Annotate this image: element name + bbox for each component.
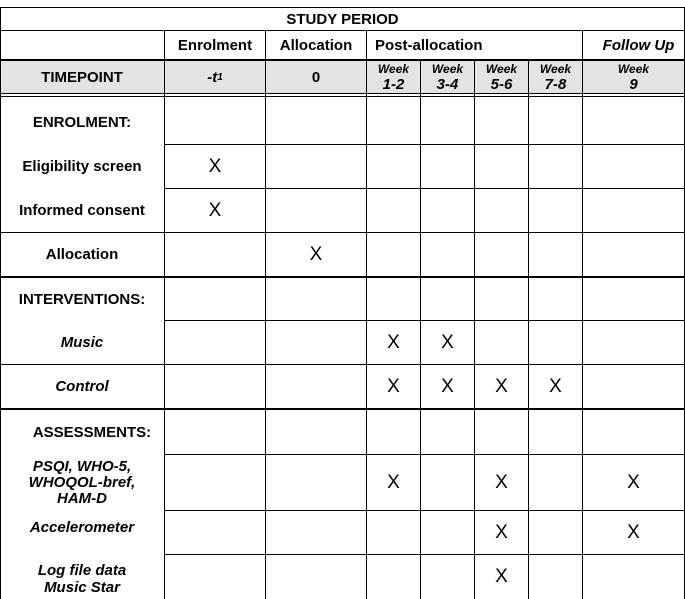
timepoint-week-9: [583, 61, 684, 93]
mark-eligibility-enrolment: X: [208, 155, 222, 177]
rule: [366, 30, 367, 599]
row-questionnaires-line: HAM-D: [57, 489, 107, 507]
timepoint-enrolment-value: -t: [207, 68, 218, 86]
phase-post-allocation: Post-allocation: [375, 36, 483, 54]
section-interventions: INTERVENTIONS:: [18, 290, 146, 308]
timepoint-week-1-2: [367, 61, 420, 93]
timepoint-label: TIMEPOINT: [41, 68, 123, 86]
week-word: Week: [617, 62, 650, 76]
mark-control-week-3-4: X: [441, 375, 454, 397]
mark-logfile-week-5-6: X: [495, 566, 508, 587]
row-informed-consent: Informed consent: [19, 202, 145, 219]
row-log-file-line: Log file data: [37, 562, 127, 579]
mark-questionnaires-week-5-6: X: [495, 471, 508, 493]
week-number: 9: [629, 76, 638, 93]
phase-enrolment: Enrolment: [177, 36, 253, 54]
rule: [165, 554, 685, 555]
timepoint-week-7-8: [529, 61, 582, 93]
mark-questionnaires-week-9: X: [627, 471, 640, 493]
mark-questionnaires-week-1-2: X: [387, 471, 400, 493]
row-accelerometer: Accelerometer: [29, 518, 135, 536]
row-eligibility-screen: Eligibility screen: [22, 158, 142, 175]
row-questionnaires-line: WHOQOL-bref,: [28, 473, 136, 491]
week-number: 5-6: [490, 76, 513, 93]
mark-allocation-allocation: X: [309, 243, 323, 265]
week-word: Week: [431, 62, 464, 76]
week-number: 1-2: [382, 76, 405, 93]
timepoint-allocation: 0: [311, 68, 321, 86]
mark-control-week-5-6: X: [495, 375, 508, 397]
study-period-heading: STUDY PERIOD: [286, 11, 399, 28]
mark-control-week-1-2: X: [387, 375, 400, 397]
mark-consent-enrolment: X: [208, 199, 222, 221]
week-number: 7-8: [544, 76, 567, 93]
rule: [528, 61, 529, 599]
timepoint-enrolment-subscript: 1: [217, 71, 223, 83]
section-assessments: ASSESSMENTS:: [32, 423, 152, 441]
row-music: Music: [60, 334, 104, 351]
timepoint-enrolment: [165, 61, 265, 93]
mark-music-week-3-4: X: [441, 331, 454, 353]
phase-allocation: Allocation: [279, 36, 353, 54]
mark-music-week-1-2: X: [387, 331, 400, 353]
phase-follow-up: Follow Up: [602, 36, 675, 54]
timepoint-week-5-6: [475, 61, 528, 93]
row-log-file-data: [0, 560, 164, 598]
week-word: Week: [377, 62, 410, 76]
week-number: 3-4: [436, 76, 459, 93]
week-word: Week: [539, 62, 572, 76]
row-questionnaires-line: PSQI, WHO-5,: [32, 457, 132, 475]
timepoint-week-3-4: [421, 61, 474, 93]
mark-accelerometer-week-5-6: X: [495, 521, 508, 543]
row-allocation: Allocation: [45, 246, 119, 263]
rule: [265, 30, 266, 599]
mark-control-week-7-8: X: [549, 375, 562, 397]
week-word: Week: [485, 62, 518, 76]
row-control: Control: [55, 378, 109, 395]
mark-accelerometer-week-9: X: [627, 521, 640, 543]
row-questionnaires: [0, 455, 164, 510]
section-enrolment: ENROLMENT:: [32, 113, 132, 131]
rule: [164, 30, 165, 599]
row-log-file-line: Music Star: [44, 579, 120, 596]
